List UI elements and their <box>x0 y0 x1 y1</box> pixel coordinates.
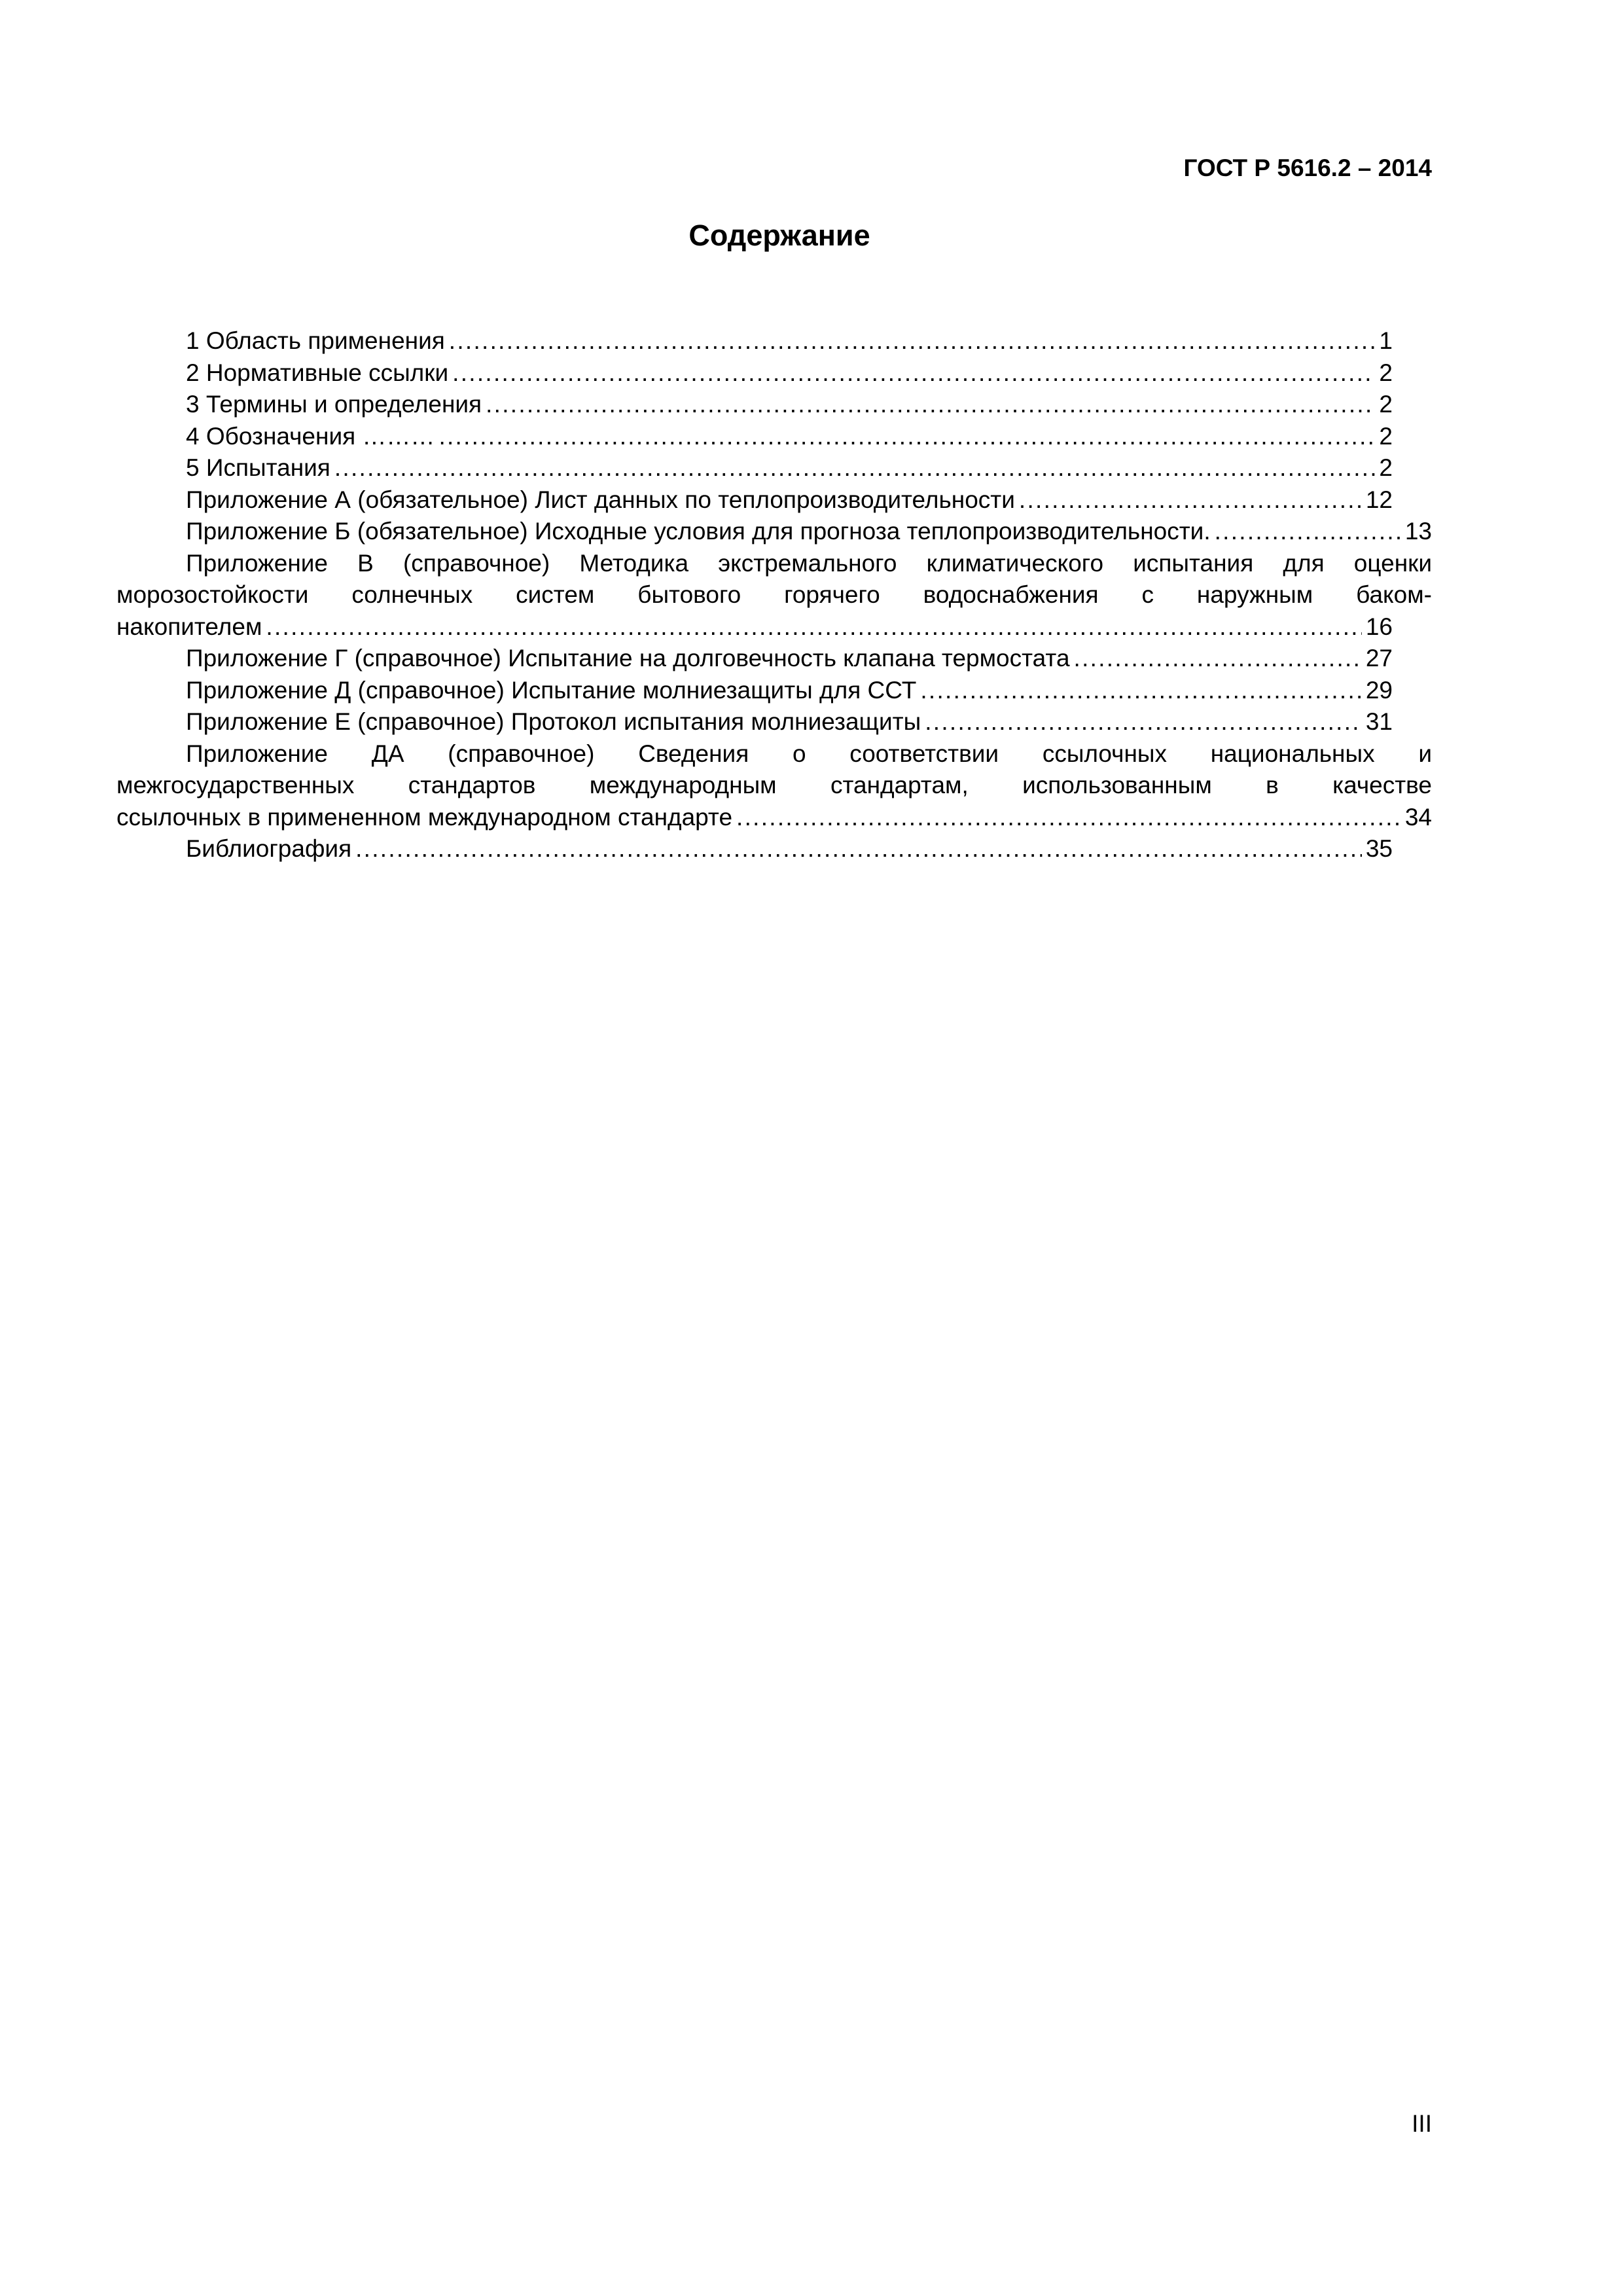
dot-leader <box>266 611 1361 643</box>
toc-entry-title: 2 Нормативные ссылки <box>186 359 449 386</box>
page-title: Содержание <box>688 219 870 252</box>
toc-entry-page: 2 <box>1379 391 1393 418</box>
dot-leader <box>736 802 1401 834</box>
toc-entry-page: 2 <box>1379 454 1393 481</box>
table-of-contents <box>116 325 1432 865</box>
dot-leader <box>452 357 1375 389</box>
toc-entry-title-line: Приложение ДА (справочное) Сведения о соответствии ссылочных национальных и <box>186 740 1432 767</box>
toc-entry-title: Библиография <box>186 835 352 862</box>
dot-leader <box>334 452 1376 484</box>
toc-entry-appendix-da[interactable] <box>116 738 1432 834</box>
toc-entry[interactable] <box>116 325 1393 357</box>
toc-entry-title-line: морозостойкости солнечных систем бытового горячего водоснабжения с наружным баком- <box>116 581 1432 608</box>
dot-leader <box>355 833 1362 865</box>
toc-entry-title: Приложение Б (обязательное) Исходные условия для прогноза теплопроизводительности. <box>186 518 1211 545</box>
toc-entry-title: Приложение А (обязательное) Лист данных по теплопроизводительности <box>186 486 1015 513</box>
toc-entry[interactable] <box>116 452 1393 484</box>
toc-entry-appendix-v[interactable] <box>116 548 1432 643</box>
toc-entry[interactable] <box>116 675 1393 707</box>
toc-entry-page: 35 <box>1365 835 1393 862</box>
toc-entry[interactable] <box>116 389 1393 421</box>
dot-leader <box>449 325 1376 357</box>
toc-entry-title-line: ссылочных в примененном международном стандарте <box>116 803 733 831</box>
document-code: ГОСТ Р 5616.2 – 2014 <box>1183 154 1432 181</box>
page-number: III <box>1412 2110 1432 2137</box>
toc-entry-page: 13 <box>1404 518 1432 545</box>
toc-entry-title-line: Приложение В (справочное) Методика экстремального климатического испытания для оценки <box>186 549 1432 577</box>
toc-entry-page: 2 <box>1379 359 1393 386</box>
toc-entry[interactable] <box>116 706 1393 738</box>
toc-entry-page: 27 <box>1365 645 1393 672</box>
toc-entry-title: 1 Область применения <box>186 327 445 354</box>
dot-leader <box>925 706 1362 738</box>
toc-entry-bibliography[interactable] <box>116 833 1393 865</box>
toc-entry-title: 5 Испытания <box>186 454 330 481</box>
dot-leader <box>438 421 1375 453</box>
toc-entry-page: 31 <box>1365 708 1393 735</box>
toc-entry-page: 16 <box>1365 613 1393 640</box>
toc-entry[interactable] <box>116 357 1393 389</box>
toc-entry-page: 12 <box>1365 486 1393 513</box>
toc-entry[interactable] <box>116 516 1432 548</box>
toc-entry[interactable] <box>116 421 1393 453</box>
toc-entry-title: 4 Обозначения ……… <box>186 422 435 450</box>
toc-entry-page: 1 <box>1379 327 1393 354</box>
toc-entry-page: 29 <box>1365 676 1393 704</box>
dot-leader <box>1074 643 1362 675</box>
toc-entry-title-line: межгосударственных стандартов международным стандартам, использованным в качестве <box>116 772 1432 798</box>
toc-entry-title: 3 Термины и определения <box>186 391 482 418</box>
toc-entry-title: Приложение Г (справочное) Испытание на долговечность клапана термостата <box>186 645 1070 672</box>
toc-entry[interactable] <box>116 484 1393 516</box>
dot-leader <box>1019 484 1362 516</box>
toc-entry[interactable] <box>116 643 1393 675</box>
dot-leader <box>486 389 1375 421</box>
toc-entry-page: 34 <box>1404 803 1432 831</box>
toc-entry-title: Приложение Д (справочное) Испытание молниезащиты для ССТ <box>186 676 917 704</box>
toc-entry-page: 2 <box>1379 422 1393 450</box>
toc-entry-title: Приложение Е (справочное) Протокол испытания молниезащиты <box>186 708 921 735</box>
toc-entry-title-line: накопителем <box>116 613 262 640</box>
dot-leader <box>1215 516 1401 548</box>
dot-leader <box>920 675 1362 707</box>
